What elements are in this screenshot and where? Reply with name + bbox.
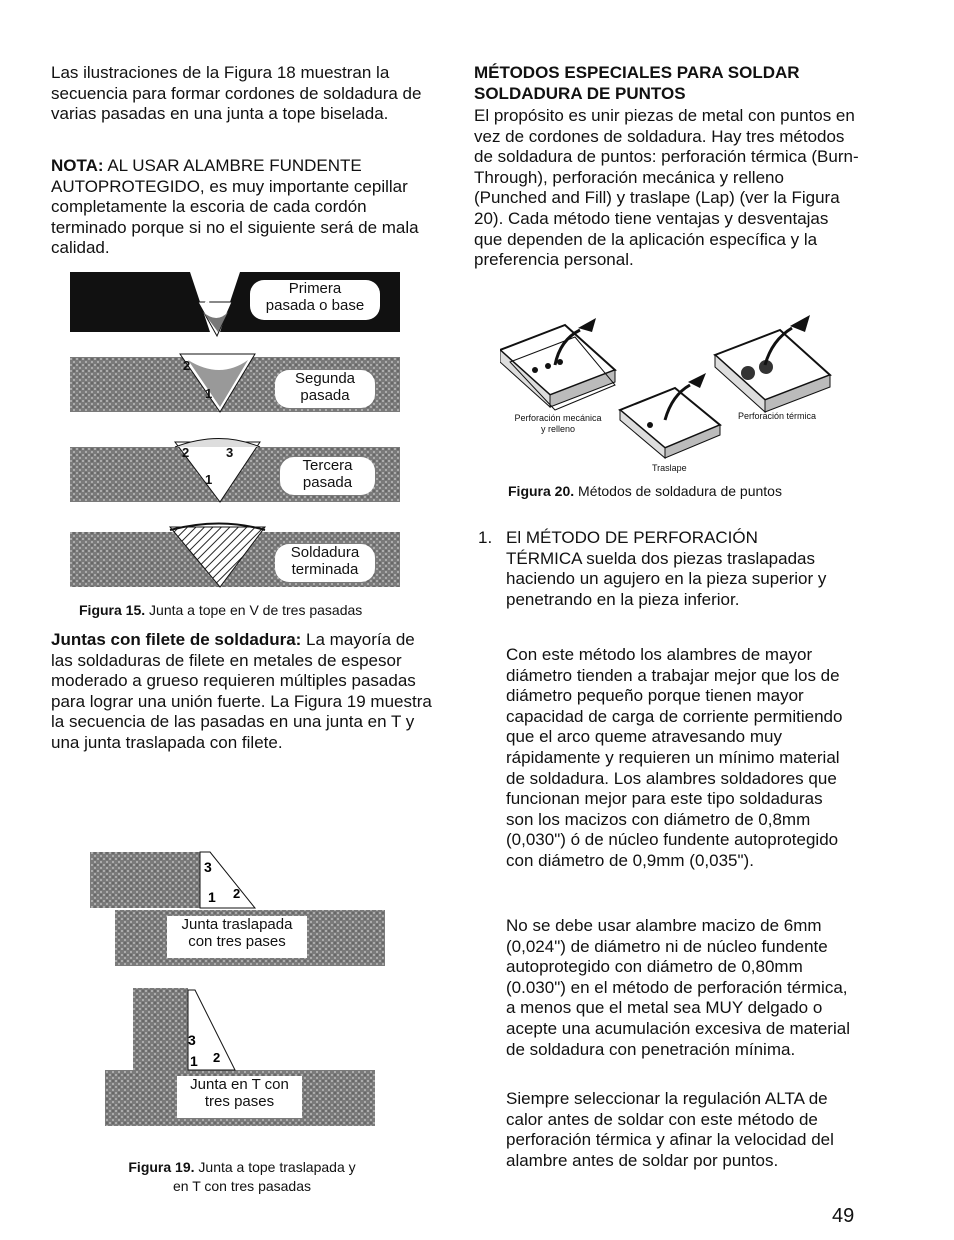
juntas-paragraph <box>51 630 441 754</box>
list-item-number: 1. <box>478 528 493 547</box>
section-title: MÉTODOS ESPECIALES PARA SOLDAR <box>474 63 800 82</box>
svg-text:2: 2 <box>233 886 241 901</box>
figure-20-caption-text: Métodos de soldadura de puntos <box>574 483 782 499</box>
fig15-num-3: 3 <box>226 445 234 460</box>
fig15-label-4: Soldadura terminada <box>275 544 375 582</box>
svg-text:3: 3 <box>204 859 212 875</box>
fig20-lap <box>620 373 720 458</box>
fig20-label-term: Perforación térmica <box>738 411 817 421</box>
figure-20-caption-label: Figura 20. <box>508 483 575 499</box>
spot-weld-intro: El propósito es unir piezas de metal con puntos en vez de cordones de soldadura. Hay tres métodos de soldadura de puntos: perforación térmica (Burn-Through), perforación mecánica y relleno (Punched and Fill) y traslape (Lap) (ver la Figura 20). Cada método tiene ventajas y desventajas que dependen de la aplicación específica y la preferencia personal. <box>474 106 859 270</box>
figure-15-caption-label: Figura 15. <box>79 602 146 618</box>
fig19-t-label: Junta en T con tres pases <box>177 1076 302 1118</box>
fig15-num-1: 1 <box>204 297 212 313</box>
fig15-num-1c: 1 <box>205 472 213 487</box>
figure-20-caption <box>508 482 848 501</box>
section-subtitle: SOLDADURA DE PUNTOS <box>474 84 686 103</box>
nota-paragraph <box>51 156 441 259</box>
figure-19-caption-label: Figura 19. <box>128 1159 195 1175</box>
fig15-label-3: Tercera pasada <box>280 457 375 495</box>
fig15-label-2: Segunda pasada <box>275 370 375 408</box>
paragraph-warning: No se debe usar alambre macizo de 6mm (0,024") de diámetro ni de núcleo fundente autoprotegido con diámetro de 0,80mm (0.030") en el método de perforación térmica, a menos que el metal sea MUY delgado o acepte una acumulación excesiva de material de soldadura con penetración mínima. <box>506 916 850 1059</box>
figure-15-caption <box>79 601 419 620</box>
fig20-label-mec: Perforación mecánica y relleno <box>514 413 602 434</box>
fig19-lap-label: Junta traslapada con tres pases <box>167 916 307 958</box>
fig15-num-2: 2 <box>183 358 191 373</box>
svg-text:1: 1 <box>190 1053 198 1069</box>
juntas-text: La mayoría de las soldaduras de filete en metales de espesor moderado a grueso requieren múltiples pasadas para lograr una unión fuerte. La Figura 19 muestra la secuencia de las pasadas en una junta en T y una junta traslapada con filete. <box>51 630 432 752</box>
intro-paragraph: Las ilustraciones de la Figura 18 muestran la secuencia para formar cordones de soldadura de varias pasadas en una junta a tope biselada. <box>51 63 422 124</box>
paragraph-diameters: Con este método los alambres de mayor diámetro tienden a trabajar mejor que los de diámetro pequeño porque tienen mayor capacidad de carga de corriente permitiendo que el arco queme atravesando muy rápidamente y requieren un mínimo material de soldadura. Los alambres soldadores que funcionan mejor para este tipo soldaduras son los macizos con diámetro de 0,8mm (0,030") ó de núcleo fundente autoprotegido con diámetro de 0,9mm (0,035"). <box>506 645 843 870</box>
figure-20-drawing <box>500 310 840 480</box>
page-number: 49 <box>832 1205 855 1227</box>
figure-19 <box>85 840 385 1140</box>
fig15-label-1: Primera pasada o base <box>250 280 380 320</box>
fig15-num-1b: 1 <box>205 386 213 401</box>
svg-text:1: 1 <box>208 889 216 905</box>
figure-20 <box>500 310 840 480</box>
fig20-burn-through <box>715 315 830 412</box>
juntas-label: Juntas con filete de soldadura: <box>51 630 302 649</box>
fig20-punched-fill <box>500 318 615 410</box>
figure-19-caption <box>102 1139 382 1196</box>
svg-text:3: 3 <box>188 1032 196 1048</box>
fig15-num-2c: 2 <box>182 445 190 460</box>
nota-text: AL USAR ALAMBRE FUNDENTE AUTOPROTEGIDO, es muy importante cepillar completamente la escoria de cada cordón terminado porque si no el siguiente será de mala calidad. <box>51 156 419 258</box>
paragraph-setting: Siempre seleccionar la regulación ALTA de calor antes de soldar con este método de perforación térmica y afinar la velocidad del alambre antes de soldar por puntos. <box>506 1089 834 1170</box>
figure-15-caption-text: Junta a tope en V de tres pasadas <box>145 602 363 618</box>
nota-label: NOTA: <box>51 156 104 175</box>
figure-19-caption-text: Junta a tope traslapada y en T con tres pasadas <box>172 1159 356 1194</box>
list-item-text: El MÉTODO DE PERFORACIÓN TÉRMICA suelda dos piezas traslapadas haciendo un agujero en la pieza superior y penetrando en la pieza inferior. <box>506 528 827 609</box>
figure-15 <box>70 262 410 602</box>
svg-text:2: 2 <box>213 1050 221 1065</box>
fig20-label-tras: Traslape <box>652 463 687 473</box>
